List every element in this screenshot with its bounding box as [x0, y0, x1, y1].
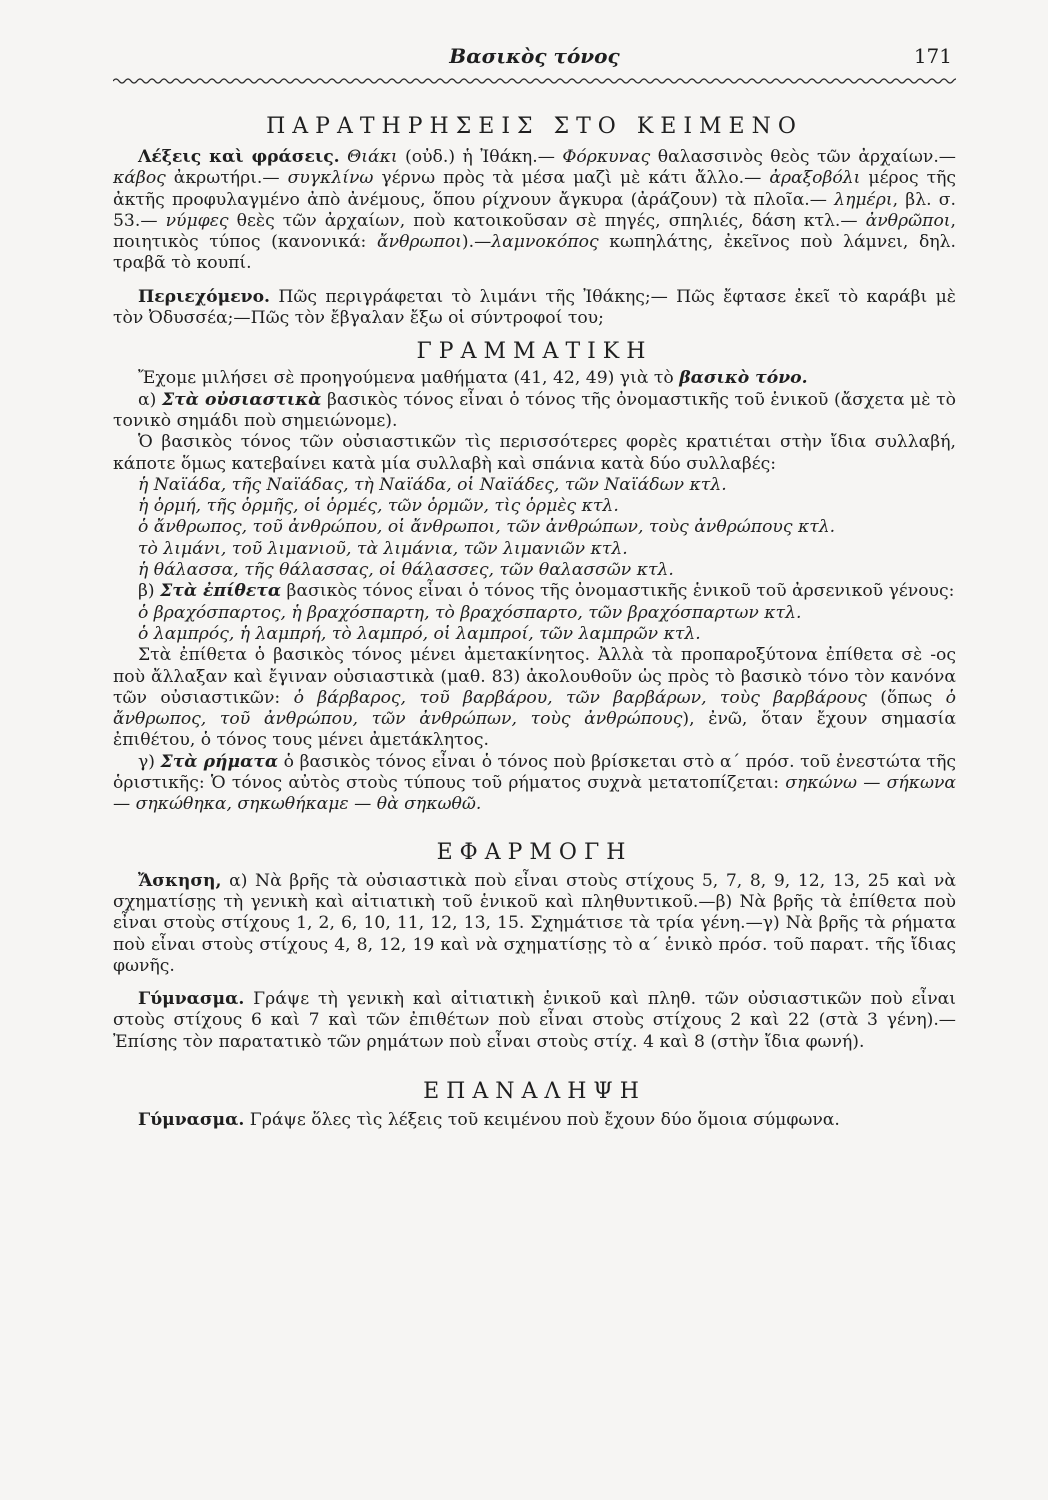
definition: θεὲς τῶν ἀρχαίων, ποὺ κατοικοῦσαν σὲ πηγές, σπηλιές, δάση κτλ.—	[228, 210, 866, 231]
rule-text: βασικὸς τόνος εἶναι ὁ τόνος τῆς ὀνομαστικῆς ἑνικοῦ τοῦ ἀρσενικοῦ γένους:	[281, 581, 955, 602]
grammar-intro	[113, 368, 956, 389]
term: Θιάκι	[347, 147, 398, 167]
rule-term: Στὰ ρήματα	[160, 751, 279, 772]
book-page	[113, 38, 956, 1131]
content-text: Πῶς περιγράφεται τὸ λιμάνι τῆς Ἰθάκης;— Πῶς ἔφτασε ἐκεῖ τὸ καράβι μὲ τὸν Ὀδυσσέα;—Πῶς τὸν ἔβγαλαν ἔξω οἱ σύντροφοί του;	[113, 286, 956, 329]
content-label: Περιεχόμενο.	[138, 286, 271, 307]
notes-section-title: ΠΑΡΑΤΗΡΗΣΕΙΣ ΣΤΟ ΚΕΙΜΕΝΟ	[266, 114, 803, 139]
example-line: ἡ ὁρμή, τῆς ὁρμῆς, οἱ ὁρμές, τῶν ὁρμῶν, τὶς ὁρμὲς κτλ.	[138, 496, 619, 517]
term: ἄνθρωποι	[377, 232, 462, 253]
words-and-phrases-paragraph	[113, 147, 956, 275]
term: κάβος	[113, 168, 166, 189]
term: συγκλίνω	[287, 168, 374, 189]
definition: ἀκρωτήρι.—	[165, 168, 288, 189]
term: ἀραξοβόλι	[769, 168, 861, 189]
example-inline: ὁ ἄνθρωπος, τοῦ ἀνθρώπου, τῶν ἀνθρώπων, τοὺς ἀνθρώπους	[113, 687, 957, 730]
intro-text: Ἔχομε μιλήσει σὲ προηγούμενα μαθήματα (41, 42, 49) γιὰ τὸ	[138, 368, 680, 389]
application-section-title: ΕΦΑΡΜΟΓΗ	[436, 839, 633, 865]
term: ἀνθρῶποι	[865, 210, 951, 231]
example-line: ὁ βραχόσπαρτος, ἡ βραχόσπαρτη, τὸ βραχόσπαρτο, τῶν βραχόσπαρτων κτλ.	[138, 602, 802, 623]
term: λημέρι	[834, 189, 893, 210]
definition: (οὐδ.) ἡ Ἰθάκη.—	[397, 147, 563, 167]
example-inline: σηκώνω — σήκωνα — σηκώθηκα, σηκωθήκαμε — θὰ σηκωθῶ.	[113, 773, 957, 815]
example-line: ἡ Ναϊάδα, τῆς Ναϊάδας, τὴ Ναϊάδα, οἱ Ναϊάδες, τῶν Ναϊάδων κτλ.	[138, 474, 727, 495]
definition: , ποιητικὸς τύπος (κανονικά:	[113, 210, 956, 253]
wavy-rule-divider	[113, 76, 956, 86]
rule-text: ὁ βασικὸς τόνος εἶναι ὁ τόνος ποὺ βρίσκεται στὸ α΄ πρόσ. τοῦ ἐνεστώτα τῆς ὁριστικῆς: Ὁ τόνος αὐτὸς στοὺς τύπους τοῦ ρήματος συχνὰ μετατοπίζεται:	[113, 751, 956, 794]
rule-text: Στὰ ἐπίθετα ὁ βασικὸς τόνος μένει ἀμετακίνητος. Ἀλλὰ τὰ προπαροξύτονα ἐπίθετα σὲ -ος ποὺ ἄλλαξαν καὶ ἔγιναν οὐσιαστικὰ (μαθ. 83) ἀκολουθοῦν ὡς πρὸς τὸ βασικὸ τόνο τὸν κανόνα τῶν οὐσιαστικῶν:	[113, 645, 956, 708]
rule-text: (ὅπως	[866, 687, 946, 708]
grammar-adjectives-rule-2	[113, 645, 956, 751]
example-line: τὸ λιμάνι, τοῦ λιμανιοῦ, τὰ λιμάνια, τῶν λιμανιῶν κτλ.	[138, 538, 628, 559]
review-section-title: ΕΠΑΝΑΛΗΨΗ	[423, 1078, 646, 1104]
exercise-label: Ἄσκηση,	[138, 870, 222, 891]
term: Φόρκυνας	[562, 147, 651, 167]
exercise-text: α) Νὰ βρῆς τὰ οὐσιαστικὰ ποὺ εἶναι στοὺς στίχους 5, 7, 8, 9, 12, 13, 25 καὶ νὰ σχηματίσῃς τὴ γενικὴ καὶ αἰτιατικὴ τοῦ ἑνικοῦ καὶ πληθυντικοῦ.—β) Νὰ βρῆς τὰ ἐπίθετα ποὺ εἶναι στοὺς στίχους 1, 2, 6, 10, 11, 12, 13, 15. Σχημάτισε τὰ τρία γένη.—γ) Νὰ βρῆς τὰ ρήματα ποὺ εἶναι στοὺς στίχους 4, 8, 12, 19 καὶ νὰ σχηματίσῃς τὸ α΄ ἑνικὸ πρόσ. τοῦ παρατ. τῆς ἴδιας φωνῆς.	[113, 870, 956, 976]
rule-text: βασικὸς τόνος εἶναι ὁ τόνος τῆς ὀνομαστικῆς τοῦ ἑνικοῦ (ἄσχετα μὲ τὸ τονικὸ σημάδι ποὺ σημειώνομε).	[113, 389, 956, 431]
grammar-adjectives-rule	[113, 581, 956, 602]
content-paragraph	[113, 287, 956, 330]
example-line: ὁ λαμπρός, ἡ λαμπρή, τὸ λαμπρό, οἱ λαμπροί, τῶν λαμπρῶν κτλ.	[138, 623, 701, 644]
running-title: Βασικὸς τόνος	[449, 44, 620, 68]
grammar-section-title: ΓΡΑΜΜΑΤΙΚΗ	[416, 339, 653, 365]
page-number: 171	[913, 44, 952, 68]
item-label: α)	[138, 389, 162, 410]
drill-text: Γράψε ὅλες τὶς λέξεις τοῦ κειμένου ποὺ ἔχουν δύο ὅμοια σύμφωνα.	[244, 1109, 840, 1130]
rule-text: ), ἐνῶ, ὅταν ἔχουν σημασία ἐπιθέτου, ὁ τόνος τους μένει ἀμετάκλητος.	[113, 709, 956, 751]
grammar-nouns-rule-2: Ὁ βασικὸς τόνος τῶν οὐσιαστικῶν τὶς περισσότερες φορὲς κρατιέται στὴν ἴδια συλλαβή, κάποτε ὅμως κατεβαίνει κατὰ μία συλλαβὴ καὶ σπάνια κατὰ δύο συλλαβές:	[113, 432, 956, 474]
example-inline: ὁ βάρβαρος, τοῦ βαρβάρου, τῶν βαρβάρων, τοὺς βαρβάρους	[293, 687, 867, 708]
drill-label: Γύμνασμα.	[138, 1109, 245, 1130]
drill-label: Γύμνασμα.	[138, 989, 245, 1010]
item-label: γ)	[138, 751, 161, 772]
definition: μέρος τῆς ἀκτῆς προφυλαγμένο ἀπὸ ἀνέμους, ὅπου ρίχνουν ἄγκυρα (ἀράζουν) τὰ πλοῖα.—	[113, 168, 957, 210]
rule-term: Στὰ ἐπίθετα	[160, 581, 282, 602]
intro-term: βασικὸ τόνο.	[679, 368, 808, 389]
exercise-paragraph	[113, 871, 956, 977]
term: λαμνοκόπος	[491, 232, 599, 253]
definition: κωπηλάτης, ἐκεῖνος ποὺ λάμνει, δηλ. τραβᾶ τὸ κουπί.	[113, 232, 956, 274]
rule-term: Στὰ οὐσιαστικὰ	[161, 389, 322, 410]
definition: γέρνω πρὸς τὰ μέσα μαζὶ μὲ κάτι ἄλλο.—	[373, 168, 770, 189]
definition: ).—	[461, 232, 492, 253]
example-line: ὁ ἄνθρωπος, τοῦ ἀνθρώπου, οἱ ἄνθρωποι, τῶν ἀνθρώπων, τοὺς ἀνθρώπους κτλ.	[138, 517, 836, 538]
running-header	[113, 38, 956, 74]
review-drill-paragraph	[113, 1110, 956, 1131]
definition: , βλ. σ. 53.—	[113, 189, 956, 231]
term: νύμφες	[165, 210, 229, 231]
example-line: ἡ θάλασσα, τῆς θάλασσας, οἱ θάλασσες, τῶν θαλασσῶν κτλ.	[138, 560, 674, 581]
drill-paragraph	[113, 989, 956, 1053]
drill-text: Γράψε τὴ γενικὴ καὶ αἰτιατικὴ ἑνικοῦ καὶ πληθ. τῶν οὐσιαστικῶν ποὺ εἶναι στοὺς στίχους 6 καὶ 7 καὶ τῶν ἐπιθέτων ποὺ εἶναι στοὺς στίχους 2 καὶ 22 (στὰ 3 γένη).—Ἐπίσης τὸν παρατατικὸ τῶν ρημάτων ποὺ εἶναι στοὺς στίχ. 4 καὶ 8 (στὴν ἴδια φωνή).	[113, 989, 956, 1052]
words-label: Λέξεις καὶ φράσεις.	[138, 147, 340, 167]
item-label: β)	[138, 581, 161, 602]
grammar-nouns-rule	[113, 390, 956, 433]
grammar-verbs-rule	[113, 752, 956, 816]
definition: θαλασσινὸς θεὸς τῶν ἀρχαίων.—	[650, 147, 956, 167]
